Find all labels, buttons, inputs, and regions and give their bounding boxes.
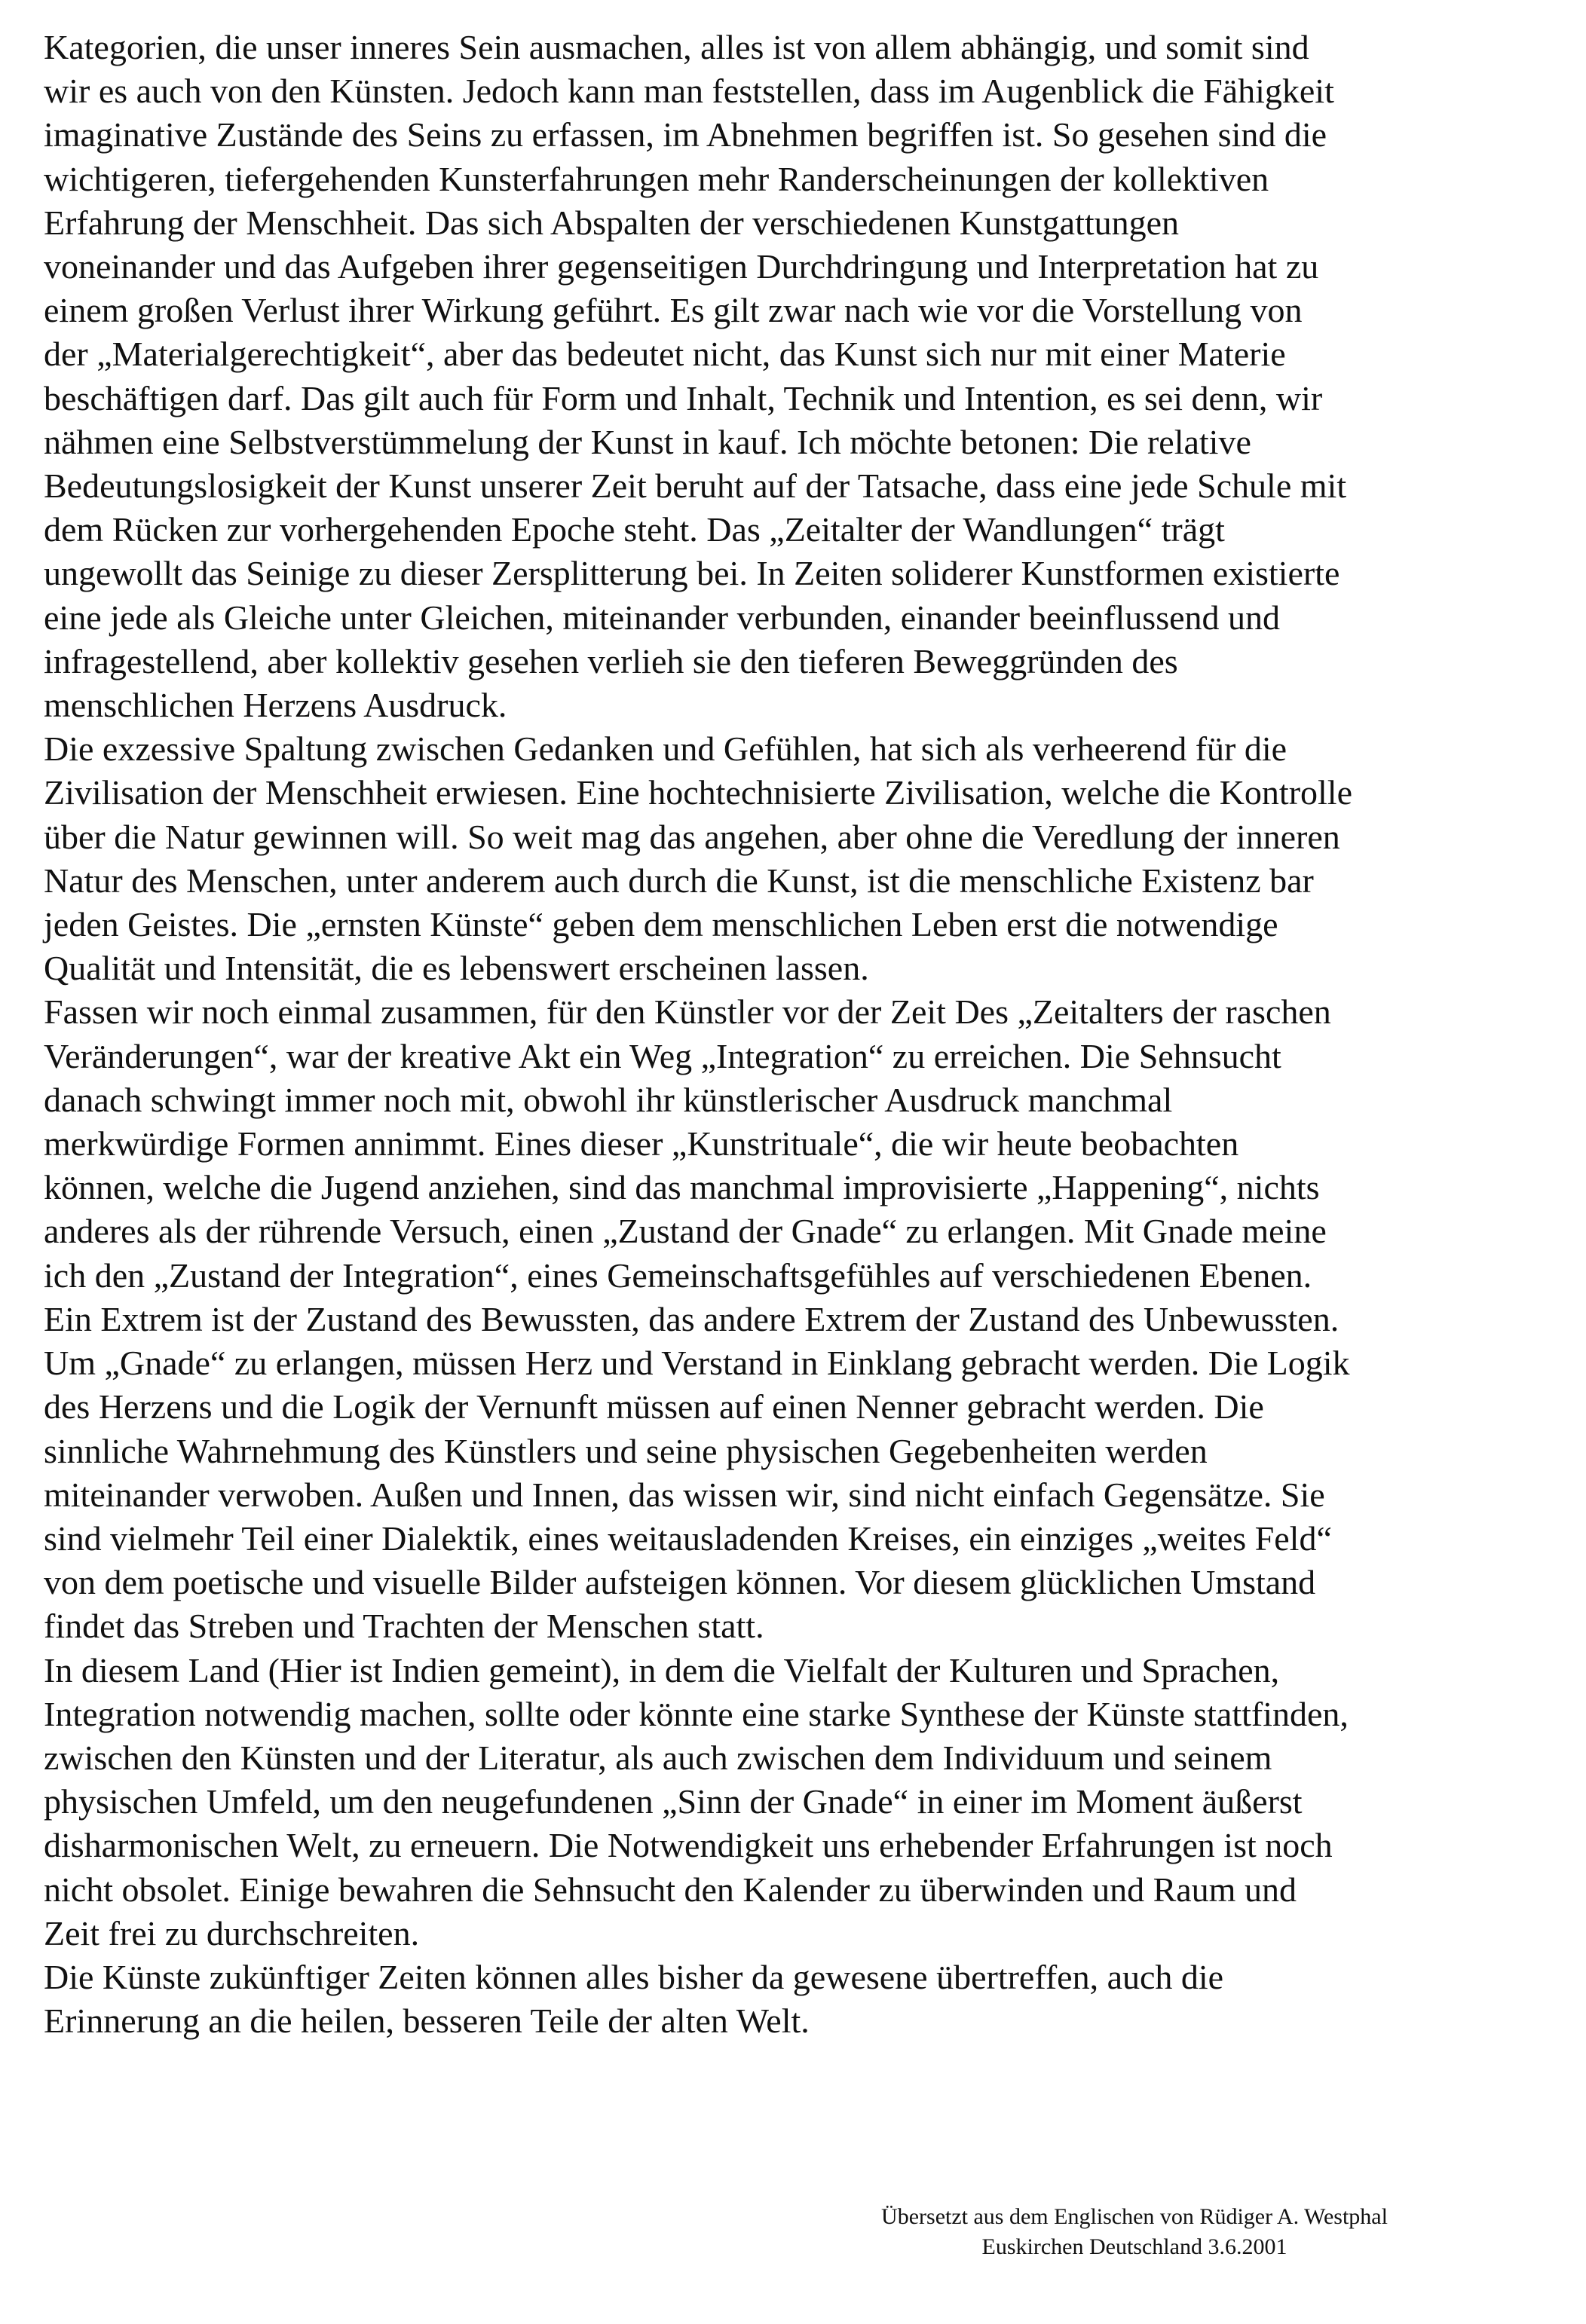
text-line: findet das Streben und Trachten der Menschen statt. xyxy=(44,1607,764,1646)
text-line: menschlichen Herzens Ausdruck. xyxy=(44,686,507,725)
text-line: Um „Gnade“ zu erlangen, müssen Herz und Verstand in Einklang gebracht werden. Die Logik xyxy=(44,1344,1350,1383)
text-line: miteinander verwoben. Außen und Innen, das wissen wir, sind nicht einfach Gegensätze. Sie xyxy=(44,1475,1325,1514)
text-line: Ein Extrem ist der Zustand des Bewussten, das andere Extrem der Zustand des Unbewussten. xyxy=(44,1299,1340,1338)
text-line: Zivilisation der Menschheit erwiesen. Eine hochtechnisierte Zivilisation, welche die Kontrolle xyxy=(44,773,1352,812)
text-line: Bedeutungslosigkeit der Kunst unserer Zeit beruht auf der Tatsache, dass eine jede Schule mit xyxy=(44,466,1347,506)
text-line: Die exzessive Spaltung zwischen Gedanken und Gefühlen, hat sich als verheerend für die xyxy=(44,729,1287,769)
text-line: Natur des Menschen, unter anderem auch durch die Kunst, ist die menschliche Existenz bar xyxy=(44,861,1314,900)
text-line: Die Künste zukünftiger Zeiten können alles bisher da gewesene übertreffen, auch die xyxy=(44,1957,1224,1996)
text-line: über die Natur gewinnen will. So weit mag das angehen, aber ohne die Veredlung der inneren xyxy=(44,817,1340,856)
text-line: physischen Umfeld, um den neugefundenen „Sinn der Gnade“ in einer im Moment äußerst xyxy=(44,1782,1303,1821)
text-line: Zeit frei zu durchschreiten. xyxy=(44,1913,420,1952)
text-line: Integration notwendig machen, sollte oder könnte eine starke Synthese der Künste stattfinden, xyxy=(44,1694,1349,1733)
text-line: imaginative Zustände des Seins zu erfassen, im Abnehmen begriffen ist. So gesehen sind die xyxy=(44,115,1327,154)
text-line: infragestellend, aber kollektiv gesehen verlieh sie den tieferen Beweggründen des xyxy=(44,641,1178,680)
text-line: Fassen wir noch einmal zusammen, für den Künstler vor der Zeit Des „Zeitalters der raschen xyxy=(44,992,1331,1032)
text-line: ich den „Zustand der Integration“, eines Gemeinschaftsgefühles auf verschiedenen Ebenen. xyxy=(44,1255,1312,1295)
text-line: In diesem Land (Hier ist Indien gemeint), in dem die Vielfalt der Kulturen und Sprachen, xyxy=(44,1650,1280,1689)
paragraph xyxy=(44,990,1551,1648)
text-line: wichtigeren, tiefergehenden Kunsterfahrungen mehr Randerscheinungen der kollektiven xyxy=(44,159,1269,198)
text-line: von dem poetische und visuelle Bilder aufsteigen können. Vor diesem glücklichen Umstand xyxy=(44,1563,1316,1602)
text-line: merkwürdige Formen annimmt. Eines dieser „Kunstrituale“, die wir heute beobachten xyxy=(44,1124,1239,1164)
text-line: voneinander und das Aufgeben ihrer gegenseitigen Durchdringung und Interpretation hat zu xyxy=(44,247,1319,286)
text-line: sind vielmehr Teil einer Dialektik, eines weitausladenden Kreises, ein einziges „weites Feld“ xyxy=(44,1518,1332,1558)
text-line: danach schwingt immer noch mit, obwohl ihr künstlerischer Ausdruck manchmal xyxy=(44,1080,1173,1119)
text-line: disharmonischen Welt, zu erneuern. Die Notwendigkeit uns erhebender Erfahrungen ist noch xyxy=(44,1826,1333,1865)
credit-line-translator: Übersetzt aus dem Englischen von Rüdiger A. Westphal xyxy=(881,2204,1388,2229)
text-line: Kategorien, die unser inneres Sein ausmachen, alles ist von allem abhängig, und somit sind xyxy=(44,28,1309,66)
text-line: Qualität und Intensität, die es lebenswert erscheinen lassen. xyxy=(44,949,869,988)
text-line: zwischen den Künsten und der Literatur, als auch zwischen dem Individuum und seinem xyxy=(44,1738,1272,1777)
text-line: beschäftigen darf. Das gilt auch für Form und Inhalt, Technik und Intention, es sei denn, wir xyxy=(44,378,1323,417)
text-line: können, welche die Jugend anziehen, sind das manchmal improvisierte „Happening“, nichts xyxy=(44,1168,1320,1207)
credit-line-place-date: Euskirchen Deutschland 3.6.2001 xyxy=(981,2234,1287,2259)
text-line: Erfahrung der Menschheit. Das sich Abspalten der verschiedenen Kunstgattungen xyxy=(44,203,1180,242)
text-line: wir es auch von den Künsten. Jedoch kann man feststellen, dass im Augenblick die Fähigkeit xyxy=(44,72,1334,111)
text-line: der „Materialgerechtigkeit“, aber das bedeutet nicht, das Kunst sich nur mit einer Materie xyxy=(44,335,1286,374)
paragraph xyxy=(44,26,1551,727)
text-line: dem Rücken zur vorhergehenden Epoche steht. Das „Zeitalter der Wandlungen“ trägt xyxy=(44,510,1225,549)
text-line: nähmen eine Selbstverstümmelung der Kunst in kauf. Ich möchte betonen: Die relative xyxy=(44,422,1251,461)
paragraph xyxy=(44,727,1551,990)
text-line: Veränderungen“, war der kreative Akt ein Weg „Integration“ zu erreichen. Die Sehnsucht xyxy=(44,1036,1281,1075)
text-line: Erinnerung an die heilen, besseren Teile der alten Welt. xyxy=(44,2001,810,2041)
paragraph xyxy=(44,1649,1551,1956)
text-line: einem großen Verlust ihrer Wirkung geführt. Es gilt zwar nach wie vor die Vorstellung von xyxy=(44,291,1303,330)
paragraph xyxy=(44,1956,1551,2043)
text-line: ungewollt das Seinige zu dieser Zersplitterung bei. In Zeiten soliderer Kunstformen existierte xyxy=(44,554,1340,593)
document-body xyxy=(44,26,1551,2043)
text-line: nicht obsolet. Einige bewahren die Sehnsucht den Kalender zu überwinden und Raum und xyxy=(44,1870,1297,1909)
text-line: des Herzens und die Logik der Vernunft müssen auf einen Nenner gebracht werden. Die xyxy=(44,1387,1264,1427)
text-line: jeden Geistes. Die „ernsten Künste“ geben dem menschlichen Leben erst die notwendige xyxy=(44,905,1278,944)
text-line: eine jede als Gleiche unter Gleichen, miteinander verbunden, einander beeinflussend und xyxy=(44,598,1281,637)
text-line: sinnliche Wahrnehmung des Künstlers und seine physischen Gegebenheiten werden xyxy=(44,1431,1208,1470)
text-line: anderes als der rührende Versuch, einen „Zustand der Gnade“ zu erlangen. Mit Gnade meine xyxy=(44,1212,1327,1251)
translator-credit xyxy=(814,2202,1455,2262)
